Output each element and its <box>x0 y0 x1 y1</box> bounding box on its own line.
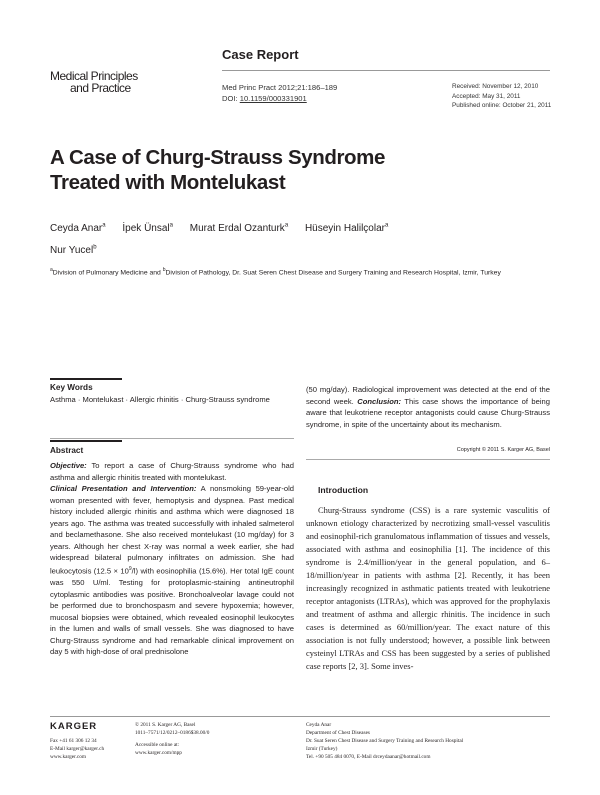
doi-line <box>222 93 337 104</box>
keywords-text: Asthma · Montelukast · Allergic rhinitis · Churg-Strauss syndrome <box>50 395 270 404</box>
journal-logo <box>50 70 180 94</box>
correspondence-contact[interactable]: Tel. +90 505 484 0070, E-Mail drceydaanar@hotmail.com <box>306 754 431 760</box>
citation-block <box>222 82 337 104</box>
received-date: Received: November 12, 2010 <box>452 83 539 90</box>
journal-website[interactable]: www.karger.com/mpp <box>135 750 182 756</box>
abstract-heading: Abstract <box>50 446 84 455</box>
introduction-body: Churg-Strauss syndrome (CSS) is a rare systemic vasculitis of unknown etiology characterized by necrotizing small-vessel vasculitis and eosinophil-rich granulomatous inflammation of tissues and vessels, associated with asthma and eosinophilia [1]. The incidence of this syndrome is 2.4/million/year in the general population, and 6–18/million/year in patients with asthma [2]. Recently, it has been increasingly recognized in asthmatic patients treated with leukotriene receptor antagonists (LTRAs), which was approved for the prophylaxis and treatment of asthma and allergic rhinitis. The incidence in such cases is determined as 60/million/year. The exact nature of this association is not fully understood; however, a possible link between cysteinyl LTRAs and CSS has been suggested by a series of published case reports [2, 3]. Some inves- <box>306 505 550 671</box>
header-divider <box>222 70 550 71</box>
author: Nur Yucel$^b$ <box>50 244 97 256</box>
abstract-body: Objective: To report a case of Churg-Strauss syndrome who had asthma and allergic rhinitis treated with montelukast. Clinical Presentation and Intervention: A nonsmoking 59-year-old woman presented with fever, hemoptysis and dyspnea. Past medical history included allergic rhinitis and asthma which were diagnosed 18 years ago. The asthma was treated successfully with inhaled salmeterol and beclamethasone. She also received montelukast (10 mg/day) for 3 years. Although her chest X-ray was normal a week earlier, she had widespread bilateral pulmonary infiltrates on admission. She had leukocytosis $(12.5 \times 10^9/l)$ with eosinophilia (15.6%). Her total IgE count was 550 U/ml. Testing for protoplasmic-staining antineutrophil cytoplasmic antibodies was positive. Bronchoalveolar lavage could not be performed due to bronchospasm and severe hypoxemia; however, mucosal biopsies were obtained, which revealed eosinophil leukocytes in the lumen and walls of small vessels. She was diagnosed to have Churg-Strauss syndrome and had remarkable clinical improvement on day 5 with high-dose of oral prednisolone <box>50 461 294 657</box>
abstract-copyright: Copyright © 2011 S. Karger AG, Basel <box>456 447 550 453</box>
author: Hüseyin Halilçolar$^a$ <box>304 223 389 235</box>
publisher-logo: KARGER <box>50 721 98 732</box>
correspondence: Ceyda Anar Department of Chest Diseases Dr. Suat Seren Chest Disease and Surgery Training and Research Hospital Izmir (Turkey) Tel. +90 505 484 0070, E-Mail drceydaanar@hotmail.com <box>306 722 464 760</box>
publisher-email[interactable]: E-Mail karger@karger.ch <box>50 746 105 752</box>
journal-name-line2: and Practice <box>70 81 131 95</box>
title-line-1: A Case of Churg-Strauss Syndrome <box>50 146 386 169</box>
accepted-date: Accepted: May 31, 2011 <box>452 92 521 100</box>
doi-link[interactable]: 10.1159/000331901 <box>239 94 307 103</box>
article-title <box>50 145 550 195</box>
author: İpek Ünsal$^a$ <box>122 223 173 235</box>
abstract-continuation: (50 mg/day). Radiological improvement was detected at the end of the second week. Conclusion: This case shows the importance of being aware that leukotriene receptor antagonists could cause Churg-Strauss syndrome, in spite of the uncertainty about its mechanism. <box>306 385 551 429</box>
abstract-divider <box>50 438 294 439</box>
affiliations: $^a$Division of Pulmonary Medicine and $^b$Division of Pathology, Dr. Suat Seren Chest Disease and Surgery Training and Research Hospital, Izmir, Turkey <box>50 267 501 277</box>
abstract-end-divider <box>306 459 550 460</box>
publisher-contact: Fax +41 61 306 12 34 E-Mail karger@karger.ch www.karger.com <box>50 738 105 760</box>
publication-info: © 2011 S. Karger AG, Basel 1011–7571/12/0212–0186$38.00/0 Accessible online at: www.karger.com/mpp <box>135 722 210 756</box>
history-dates <box>452 82 551 111</box>
publisher-website[interactable]: www.karger.com <box>50 754 87 760</box>
article-type: Case Report <box>222 47 299 62</box>
doi-label: DOI: <box>222 94 240 103</box>
footer-divider <box>50 716 550 717</box>
title-line-2: Treated with Montelukast <box>50 171 286 194</box>
abstract-rule <box>50 440 122 442</box>
keywords-rule <box>50 378 122 380</box>
published-date: Published online: October 21, 2011 <box>452 102 552 109</box>
author: Murat Erdal Ozanturk$^a$ <box>189 223 289 235</box>
author: Ceyda Anar$^a$ <box>50 223 106 235</box>
introduction-heading: Introduction <box>318 485 369 495</box>
journal-name-line1: Medical Principles <box>50 69 138 83</box>
citation: Med Princ Pract 2012;21:186–189 <box>222 83 338 92</box>
keywords-heading: Key Words <box>50 383 93 392</box>
author-list <box>50 217 550 260</box>
